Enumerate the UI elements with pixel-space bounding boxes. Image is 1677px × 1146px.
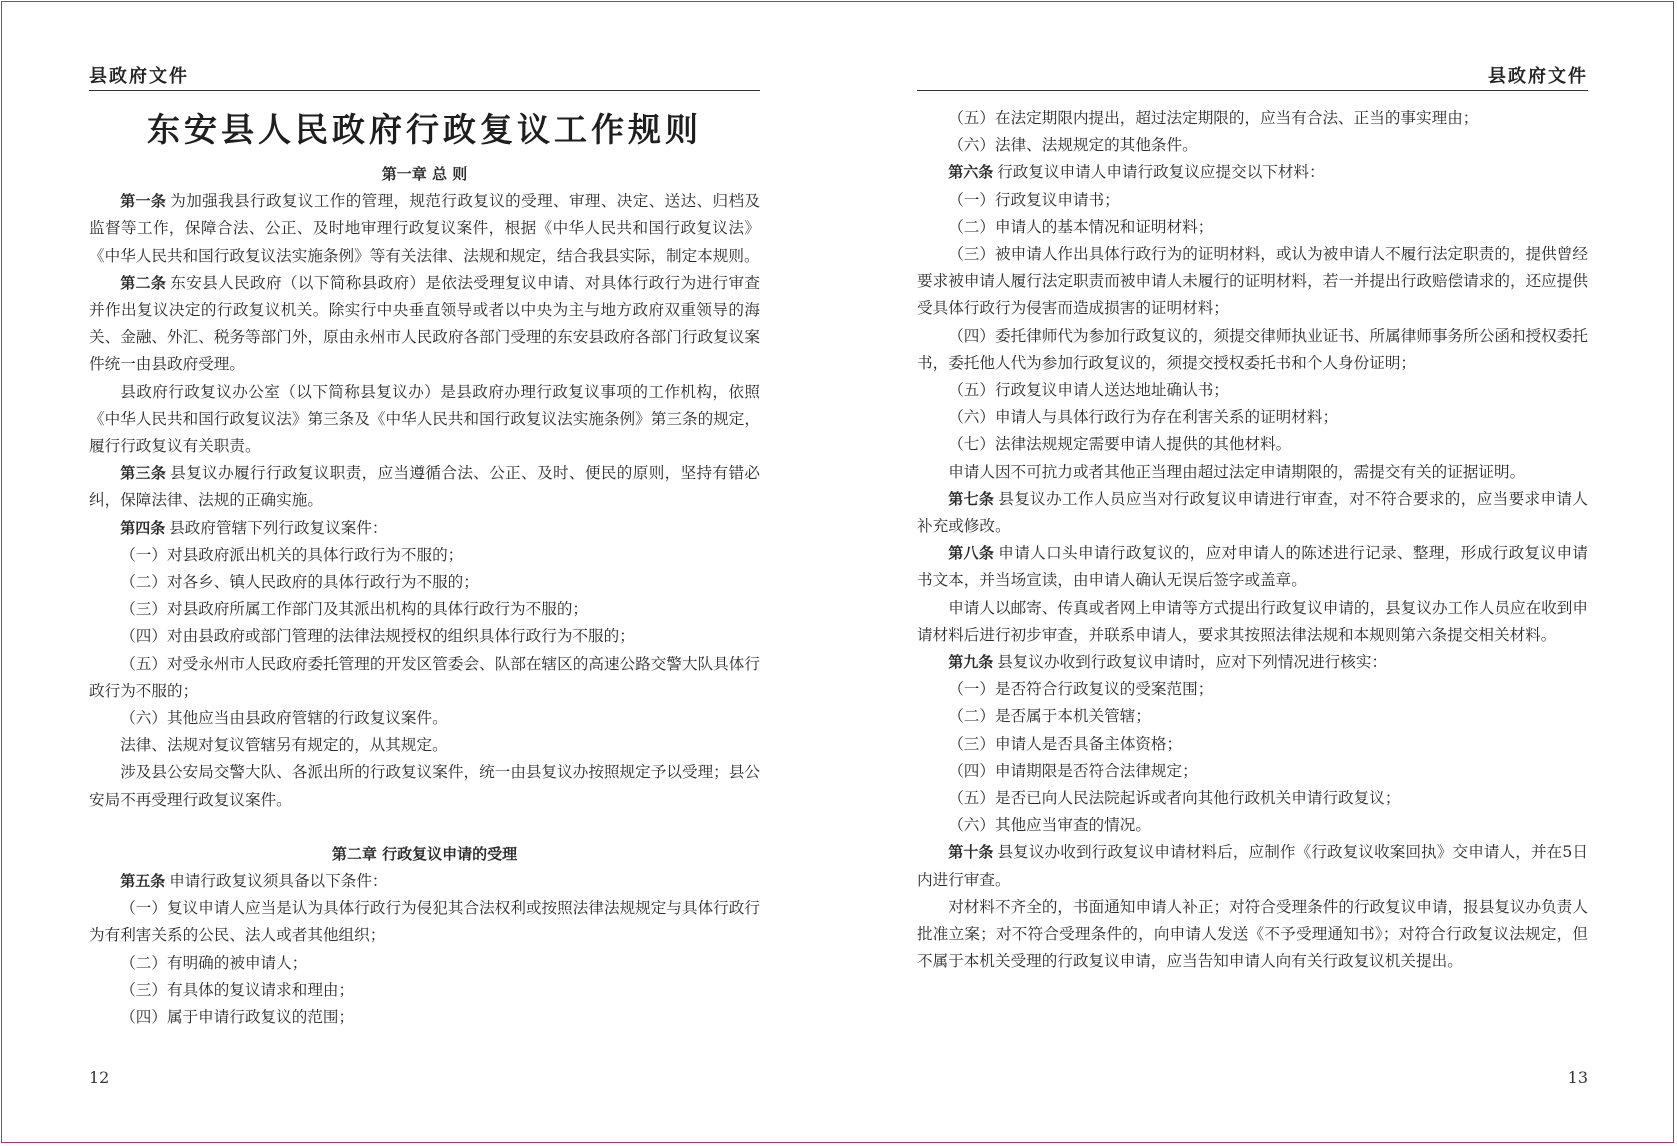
body-paragraph: （三）对县政府所属工作部门及其派出机构的具体行政行为不服的； (120, 600, 589, 619)
body-paragraph: （二）是否属于本机关管辖； (948, 707, 1151, 726)
article-paragraph (917, 540, 1588, 594)
body-paragraph: （一）行政复议申请书； (948, 190, 1120, 209)
article-paragraph (89, 188, 760, 270)
article-text: 东安县人民政府（以下简称县政府）是依法受理复议申请、对具体行政行为进行审查并作出复议决定的行政复议机关。除实行中央垂直领导或者以中央为主与地方政府双重领导的海关、金融、外汇、税务等部门外，原由永州市人民政府各部门受理的东安县政府各部门行政复议案件统一由县政府受理。 (89, 273, 760, 374)
article-label: 第四条 (120, 518, 166, 537)
article-paragraph (917, 839, 1588, 893)
body-paragraph: （五）是否已向人民法院起诉或者向其他行政机关申请行政复议； (948, 789, 1401, 808)
page-number: 13 (1567, 1068, 1588, 1087)
body-paragraph: 法律、法规对复议管辖另有规定的，从其规定。 (120, 736, 448, 755)
body-paragraph: （六）法律、法规规定的其他条件。 (948, 136, 1198, 155)
running-head: 县政府文件 (89, 66, 760, 91)
body-paragraph: 申请人因不可抗力或者其他正当理由超过法定申请期限的，需提交有关的证据证明。 (948, 462, 1526, 481)
body-paragraph: 涉及县公安局交警大队、各派出所的行政复议案件，统一由县复议办按照规定予以受理；县公安局不再受理行政复议案件。 (89, 763, 760, 809)
article-label: 第七条 (948, 489, 995, 508)
article-label: 第五条 (120, 872, 166, 891)
body-paragraph: （五）对受永州市人民政府委托管理的开发区管委会、队部在辖区的高速公路交警大队具体行政行为不服的； (89, 654, 760, 700)
article-paragraph (89, 460, 760, 514)
body-paragraph: （七）法律法规规定需要申请人提供的其他材料。 (948, 435, 1292, 454)
body-paragraph: （六）其他应当审查的情况。 (948, 816, 1151, 835)
body-paragraph: 申请人以邮寄、传真或者网上申请等方式提出行政复议申请的，县复议办工作人员应在收到申请材料后进行初步审查，并联系申请人，要求其按照法律法规和本规则第六条提交相关材料。 (917, 598, 1588, 644)
body-paragraph: （三）有具体的复议请求和理由； (120, 980, 355, 999)
body-paragraph: （五）行政复议申请人送达地址确认书； (948, 381, 1229, 400)
article-text: 申请行政复议须具备以下条件： (169, 872, 388, 891)
body-paragraph: （一）复议申请人应当是认为具体行政行为侵犯其合法权利或按照法律法规规定与具体行政行为有利害关系的公民、法人或者其他组织； (89, 899, 760, 945)
article-text: 县复议办收到行政复议申请材料后，应制作《行政复议收案回执》交申请人，并在5日内进行审查。 (917, 843, 1588, 889)
body-paragraph: （二）申请人的基本情况和证明材料； (948, 217, 1214, 236)
article-text: 申请人口头申请行政复议的，应对申请人的陈述进行记录、整理，形成行政复议申请书文本，并当场宣读，由申请人确认无误后签字或盖章。 (917, 544, 1588, 590)
body-paragraph: （三）被申请人作出具体行政行为的证明材料，或认为被申请人不履行法定职责的，提供曾经要求被申请人履行法定职责而被申请人未履行的证明材料，若一并提出行政赔偿请求的，还应提供受具体行政行为侵害而造成损害的证明材料； (917, 245, 1588, 318)
article-paragraph (917, 649, 1588, 676)
running-head: 县政府文件 (917, 66, 1588, 91)
article-label: 第十条 (948, 843, 994, 862)
body-paragraph: 县政府行政复议办公室（以下简称县复议办）是县政府办理行政复议事项的工作机构，依照《中华人民共和国行政复议法》第三条及《中华人民共和国行政复议法实施条例》第三条的规定，履行行政复议有关职责。 (89, 382, 760, 456)
body-paragraph: （四）委托律师代为参加行政复议的，须提交律师执业证书、所属律师事务所公函和授权委托书，委托他人代为参加行政复议的，须提交授权委托书和个人身份证明； (917, 326, 1588, 372)
article-paragraph (917, 159, 1588, 186)
article-label: 第八条 (948, 544, 995, 563)
article-text: 县复议办工作人员应当对行政复议申请进行审查，对不符合要求的，应当要求申请人补充或修改。 (917, 489, 1588, 536)
body-paragraph: （三）申请人是否具备主体资格； (948, 734, 1183, 753)
right-body-text (917, 105, 1588, 976)
article-label: 第一条 (120, 192, 167, 211)
body-paragraph: （六）其他应当由县政府管辖的行政复议案件。 (120, 709, 448, 728)
article-label: 第二条 (120, 273, 167, 292)
article-label: 第六条 (948, 163, 994, 182)
chapter-heading: 第二章 行政复议申请的受理 (331, 844, 518, 863)
article-paragraph (89, 868, 760, 895)
page-number: 12 (89, 1068, 110, 1087)
chapter-heading: 第一章 总 则 (381, 165, 468, 183)
left-page (89, 0, 760, 1146)
document-title: 东安县人民政府行政复议工作规则 (147, 110, 702, 149)
article-paragraph (89, 515, 760, 542)
article-text: 为加强我县行政复议工作的管理，规范行政复议的受理、审理、决定、送达、归档及监督等工作，保障合法、公正、及时地审理行政复议案件，根据《中华人民共和国行政复议法》《中华人民共和国行政复议法实施条例》等有关法律、法规和规定，结合我县实际，制定本规则。 (89, 192, 760, 265)
article-label: 第三条 (120, 464, 167, 483)
body-paragraph: （一）是否符合行政复议的受案范围； (948, 680, 1214, 699)
article-label: 第九条 (948, 653, 994, 672)
body-paragraph: （二）对各乡、镇人民政府的具体行政行为不服的； (120, 573, 479, 592)
body-paragraph: （一）对县政府派出机关的具体行政行为不服的； (120, 545, 464, 564)
article-paragraph (917, 486, 1588, 540)
body-paragraph: （四）申请期限是否符合法律规定； (948, 761, 1198, 780)
body-paragraph: （五）在法定期限内提出，超过法定期限的，应当有合法、正当的事实理由； (948, 109, 1479, 127)
body-paragraph: （六）申请人与具体行政行为存在利害关系的证明材料； (948, 408, 1339, 427)
body-paragraph: （四）对由县政府或部门管理的法律法规授权的组织具体行政行为不服的； (120, 627, 635, 646)
body-paragraph: （二）有明确的被申请人； (120, 953, 308, 972)
article-text: 县复议办履行行政复议职责，应当遵循合法、公正、及时、便民的原则，坚持有错必纠，保障法律、法规的正确实施。 (89, 464, 760, 510)
body-paragraph: 对材料不齐全的，书面通知申请人补正；对符合受理条件的行政复议申请，报县复议办负责人批准立案；对不符合受理条件的，向申请人发送《不予受理通知书》；对符合行政复议法规定，但不属于本机关受理的行政复议申请，应当告知申请人向有关行政复议机关提出。 (917, 897, 1588, 971)
left-body-text (89, 161, 760, 1031)
article-text: 县复议办收到行政复议申请时，应对下列情况进行核实： (997, 653, 1388, 672)
article-paragraph (89, 270, 760, 379)
article-text: 县政府管辖下列行政复议案件： (169, 518, 388, 537)
article-text: 行政复议申请人申请行政复议应提交以下材料： (997, 163, 1325, 182)
right-page (917, 0, 1588, 1146)
body-paragraph: （四）属于申请行政复议的范围； (120, 1008, 355, 1027)
